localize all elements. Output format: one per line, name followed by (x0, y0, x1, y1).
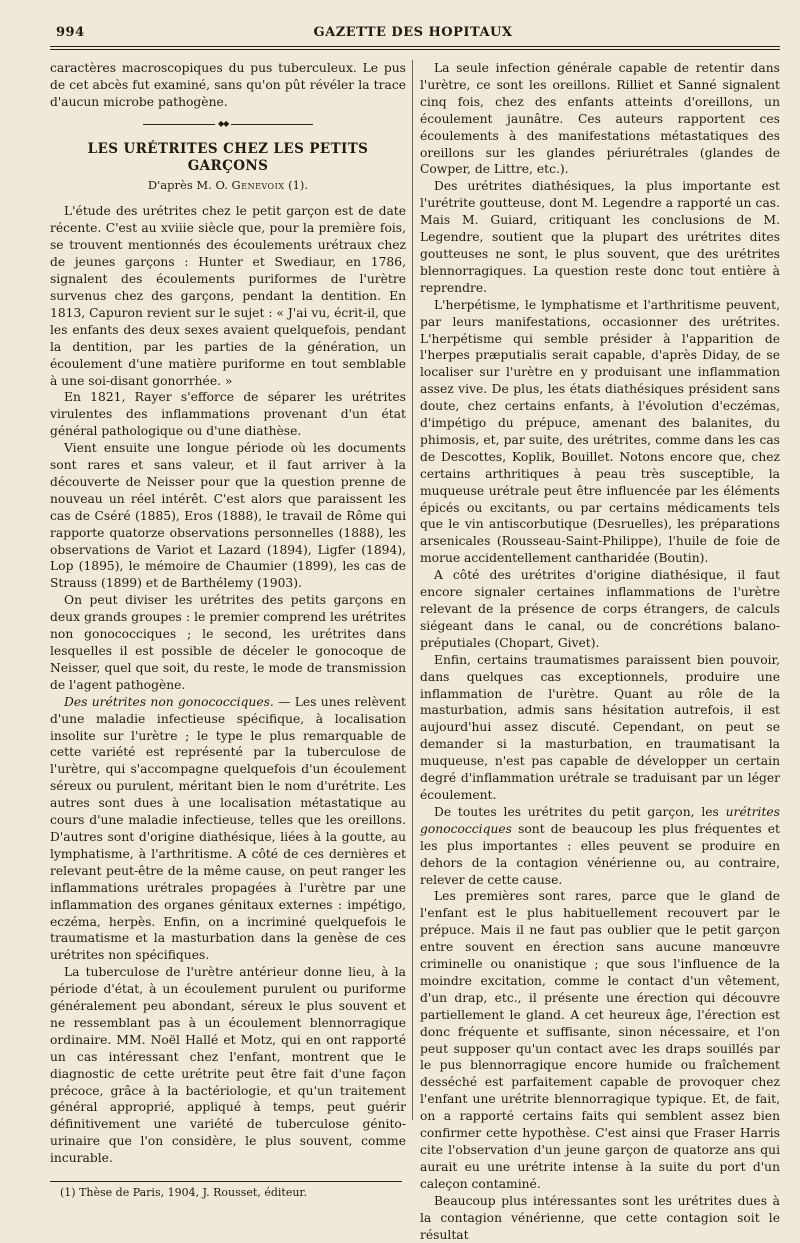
paragraph: Beaucoup plus intéressantes sont les urétrites dues à la contagion vénérienne, que cette contagion soit le résultat (420, 1193, 780, 1242)
paragraph (50, 694, 406, 965)
paragraph-text: De toutes les urétrites du petit garçon, les (434, 804, 726, 819)
paragraph-text: sont de beaucoup les plus fréquentes et les plus importantes : elles peuvent se produire en dehors de la contagion vénérienne ou, au contraire, relever de cette cause. (420, 821, 780, 887)
paragraph: Des urétrites diathésiques, la plus importante est l'urétrite goutteuse, dont M. Legendre a rapporté un cas. Mais M. Guiard, critiquant les conclusions de M. Legendre, soutient que la plupart des urétrites dites goutteuses ne sont, le plus souvent, que des urétrites blennorragiques. La question reste donc tout entière à reprendre. (420, 179, 780, 295)
page-header (48, 22, 778, 44)
byline (50, 177, 406, 194)
right-column (420, 60, 780, 1243)
footnote: (1) Thèse de Paris, 1904, J. Rousset, éditeur. (60, 1186, 307, 1200)
paragraph: L'herpétisme, le lymphatisme et l'arthritisme peuvent, par leurs manifestations, occasionner des urétrites. L'herpétisme qui semble présider à l'apparition de l'herpes præputialis serait capable, d'après Diday, de se localiser sur l'urètre en y produisant une inflammation assez vive. De plus, les états diathésiques président sans doute, chez certains enfants, à l'évolution d'eczémas, d'impétigo du prépuce, amenant des balanites, du phimosis, et, par suite, des urétrites, comme dans les cas de Descottes, Koplik, Bouillet. Notons encore que, chez certains arthritiques à peau très susceptible, la muqueuse urétrale peut être influencée par les éléments épicés ou excitants, ou par certains médicaments tels que le vin antiscorbutique (Desruelles), les préparations arsenicales (Rousseau-Saint-Philippe), l'huile de foie de morue accidentellement cantharidée (Boutin). (420, 297, 780, 566)
article-title: LES URÉTRITES CHEZ LES PETITS GARÇONS (87, 140, 369, 174)
paragraph: Vient ensuite une longue période où les documents sont rares et sans valeur, et il faut arriver à la découverte de Neisser pour que la question prenne de nouveau un réel intérêt. C'est alors que paraissent les cas de Cséré (1885), Eros (1888), le travail de Rôme qui rapporte quatorze observations personnelles (1888), les observations de Variot et Lazard (1894), Ligfer (1894), Lop (1895), le mémoire de Chaumier (1899), les cas de Strauss (1899) et de Barthélemy (1903). (50, 441, 406, 591)
paragraph (420, 804, 780, 889)
paragraph: L'étude des urétrites chez le petit garçon est de date récente. C'est au xviiie siècle que, pour la première fois, se trouvent mentionnés des écoulements urétraux chez de jeunes garçons : Hunter et Swediaur, en 1786, signalent des écoulements puriformes de l'urètre survenus chez des garçons, pendant la dentition. En 1813, Capuron revient sur le sujet : « J'ai vu, écrit-il, que les enfants des deux sexes avaient quelquefois, pendant la dentition, par les parties de la génération, un écoulement d'une matière puriforme en tout semblable à une soi-disant gonorrhée. » (50, 204, 406, 388)
emphasis: urétrites gonococciques (420, 804, 780, 836)
header-rule (50, 46, 780, 50)
paragraph: Les premières sont rares, parce que le gland de l'enfant est le plus habituellement recouvert par le prépuce. Mais il ne faut pas oublier que le petit garçon entre souvent en érection sans aucune manœuvre criminelle ou onanistique ; que sous l'influence de la moindre excitation, comme le contact d'un vêtement, d'un drap, etc., il présente une érection qui découvre partiellement le gland. A cet heureux âge, l'érection est donc fréquente et suffisante, sinon nécessaire, et l'on peut supposer qu'un contact avec les draps souillés par le pus blennorragique encore humide ou fraîchement desséché est parfaitement capable de provoquer chez l'enfant une urétrite blennorragique typique. Et, de fait, on a rapporté certains faits qui semblent assez bien confirmer cette hypothèse. C'est ainsi que Fraser Harris cite l'observation d'un jeune garçon de quatorze ans qui aurait eu une urétrite intense à la suite du port d'un caleçon contaminé. (420, 889, 780, 1191)
paragraph: La seule infection générale capable de retentir dans l'urètre, ce sont les oreillons. Rilliet et Sanné signalent cinq fois, chez des enfants atteints d'oreillons, un écoulement jaunâtre. Ces auteurs rapportent ces écoulements à des manifestations métastatiques des oreillons sur les glandes périurétrales (glandes de Cowper, de Littre, etc.). (420, 61, 780, 177)
paragraph: Enfin, certains traumatismes paraissent bien pouvoir, dans quelques cas exceptionnels, produire une inflammation de l'urètre. Quant au rôle de la masturbation, admis sans hésitation autrefois, il est aujourd'hui assez discuté. Cependant, on peut se demander si la masturbation, en traumatisant la muqueuse, n'est pas capable de développer un certain degré d'inflammation urétrale se traduisant par un léger écoulement. (420, 652, 780, 802)
left-column (50, 60, 406, 1200)
byline-prefix: D'après M. O. (147, 177, 228, 192)
subsection-heading: Des urétrites non gonococciques. (64, 694, 274, 709)
paragraph: On peut diviser les urétrites des petits garçons en deux grands groupes : le premier comprend les urétrites non gonococciques ; le second, les urétrites dans lesquelles il est possible de déceler le gonocoque de Neisser, quel que soit, du reste, le mode de transmission de l'agent pathogène. (50, 593, 406, 692)
byline-author: Genevoix (231, 177, 285, 192)
byline-note: (1). (288, 177, 309, 192)
column-divider (412, 60, 413, 1120)
intro-paragraph: caractères macroscopiques du pus tuberculeux. Le pus de cet abcès fut examiné, sans qu'on pût révéler la trace d'aucun microbe pathogène. (50, 61, 406, 109)
paragraph: En 1821, Rayer s'efforce de séparer les urétrites virulentes des inflammations provenant d'un état général pathologique ou d'une diathèse. (50, 390, 406, 439)
section-ornament (143, 121, 313, 129)
running-title: GAZETTE DES HOPITAUX (313, 25, 513, 40)
paragraph-text: — Les unes relèvent d'une maladie infectieuse spécifique, à localisation insolite sur l'urètre ; le type le plus remarquable de cette variété est représenté par la tuberculose de l'urètre, qui s'accompagne quelquefois d'un écoulement séreux ou purulent, méritant bien le nom d'urétrite. Les autres sont dues à une localisation métastatique au cours d'une maladie infectieuse, telles que les oreillons. D'autres sont d'origine diathésique, liées à la goutte, au lymphatisme, à l'arthritisme. A côté de ces dernières et relevant peut-être de la même cause, on peut ranger les inflammations urétrales propagées à l'urètre par une inflammation des organes génitaux externes : impétigo, eczéma, herpès. Enfin, on a incriminé quelquefois le traumatisme et la masturbation dans la genèse de ces urétrites non spécifiques. (50, 694, 406, 963)
page-number: 994 (56, 25, 85, 40)
footnote-rule (50, 1181, 402, 1182)
paragraph: A côté des urétrites d'origine diathésique, il faut encore signaler certaines inflammations de l'urètre relevant de la présence de corps étrangers, de calculs siégeant dans le canal, ou de concrétions balano-préputiales (Chopart, Givet). (420, 568, 780, 650)
paragraph: La tuberculose de l'urètre antérieur donne lieu, à la période d'état, à un écoulement purulent ou puriforme généralement peu abondant, séreux le plus souvent et ne ressemblant pas à un écoulement blennorragique ordinaire. MM. Noël Hallé et Motz, qui en ont rapporté un cas intéressant chez l'enfant, montrent que le diagnostic de cette urétrite peut être fait d'une façon précoce, grâce à la bactériologie, et qu'un traitement général approprié, appliqué à temps, peut guérir définitivement une variété de tuberculose génito-urinaire que l'on considère, le plus souvent, comme incurable. (50, 965, 406, 1166)
